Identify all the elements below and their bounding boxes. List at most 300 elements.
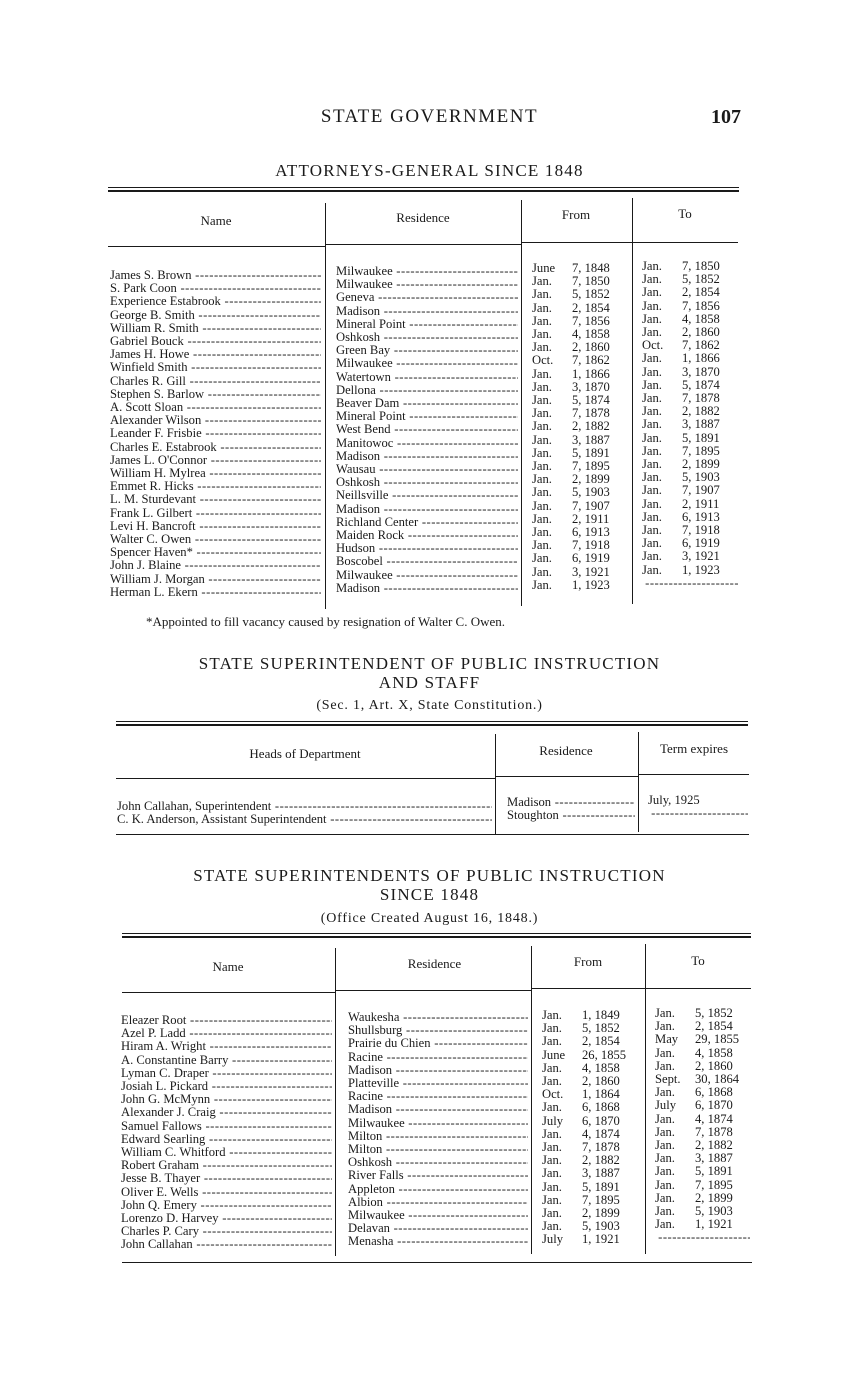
supt-to-day-year: 2, 1899 [695, 1190, 733, 1205]
supt-to-day-year: 30, 1864 [695, 1072, 740, 1087]
staff-term-column [648, 794, 748, 820]
attorney-to-day-year: 4, 1858 [682, 311, 720, 326]
attorney-name-text: Spencer Haven* [110, 546, 193, 560]
attorney-name [110, 507, 321, 520]
supt-name [121, 1238, 332, 1251]
supt-to [655, 1099, 750, 1112]
supt-from-month: Jan. [542, 1074, 562, 1089]
attorney-name-text: Stephen S. Barlow [110, 387, 205, 401]
attorney-residence [336, 516, 518, 529]
supt-name-text: Lyman C. Draper [121, 1066, 209, 1080]
supts-header-rule [532, 988, 751, 989]
staff-header-rule [496, 776, 639, 777]
attorney-to [642, 286, 738, 299]
attorney-name [110, 546, 321, 559]
supt-to-month: Jan. [655, 1138, 675, 1153]
attorneys-from-column [532, 262, 627, 592]
supt-to-day-year: 2, 1882 [695, 1138, 733, 1153]
supt-residence-text: River Falls [348, 1169, 404, 1183]
attorneys-divider [632, 198, 633, 604]
supt-residence [348, 1222, 528, 1235]
attorney-residence [336, 569, 518, 582]
supt-to-month: Sept. [655, 1072, 681, 1087]
attorney-residence-text: Green Bay [336, 344, 391, 358]
attorney-to-day-year: 3, 1921 [682, 549, 720, 564]
attorney-from-month: Jan. [532, 406, 552, 421]
supt-to-day-year: 5, 1891 [695, 1164, 733, 1179]
attorney-from-day-year: 2, 1854 [572, 300, 610, 315]
supt-to-month: Jan. [655, 1045, 675, 1060]
attorney-residence-text: Beaver Dam [336, 397, 400, 411]
attorney-name [110, 361, 321, 374]
attorney-from-month: June [532, 261, 556, 275]
attorney-to-day-year: 2, 1860 [682, 325, 720, 340]
attorney-to-month: Jan. [642, 272, 662, 287]
attorney-name-text: Alexander Wilson [110, 414, 202, 428]
supt-to [655, 1047, 750, 1060]
attorney-name [110, 427, 321, 440]
supt-name [121, 1133, 332, 1146]
attorney-name [110, 282, 321, 295]
attorney-from-day-year: 5, 1874 [572, 393, 610, 408]
supt-to-month: Jan. [655, 1190, 675, 1205]
attorney-to-day-year: 7, 1862 [682, 338, 720, 353]
attorney-from-month: Jan. [532, 432, 552, 447]
attorneys-footnote: *Appointed to fill vacancy caused by resignation of Walter C. Owen. [146, 614, 506, 629]
supt-name-text: Lorenzo D. Harvey [121, 1212, 219, 1226]
attorney-to [642, 352, 738, 365]
supt-name-text: William C. Whitford [121, 1146, 226, 1160]
supt-name-text: John G. McMynn [121, 1093, 211, 1107]
attorney-residence-text: Watertown [336, 370, 391, 384]
supt-name-text: John Q. Emery [121, 1198, 197, 1212]
supt-from-day-year: 1, 1849 [582, 1008, 620, 1022]
attorney-name-text: William J. Morgan [110, 572, 205, 586]
supt-residence-text: Menasha [348, 1235, 394, 1249]
supts-divider [645, 944, 646, 1254]
attorney-from [532, 579, 627, 592]
attorney-from-month: Jan. [532, 538, 552, 553]
attorney-name-text: William R. Smith [110, 321, 199, 335]
supt-to-month: Jan. [655, 1124, 675, 1139]
supt-residence-text: Madison [348, 1063, 393, 1077]
attorney-from-month: Jan. [532, 300, 552, 315]
attorney-to-day-year: 7, 1895 [682, 443, 720, 458]
attorneys-divider [325, 203, 326, 609]
supt-to-day-year: 4, 1874 [695, 1111, 733, 1126]
attorney-name-text: Walter C. Owen [110, 533, 192, 547]
attorney-residence-text: Boscobel [336, 555, 383, 569]
attorney-name-text: Experience Estabrook [110, 295, 221, 309]
supt-residence [348, 1064, 528, 1077]
supt-from-day-year: 3, 1887 [582, 1166, 620, 1181]
attorney-from [532, 302, 627, 315]
supt-from-day-year: 5, 1903 [582, 1219, 620, 1234]
attorney-name-text: Gabriel Bouck [110, 335, 184, 349]
attorney-from [532, 500, 627, 513]
staff-residence-column [507, 796, 635, 822]
attorneys-col-residence: Residence [396, 210, 450, 225]
attorney-from-month: Jan. [532, 472, 552, 487]
supt-to-day-year: 7, 1895 [695, 1177, 733, 1192]
staff-top-rule [116, 721, 748, 726]
attorney-to-day-year: 7, 1878 [682, 391, 720, 406]
attorney-from-day-year: 4, 1858 [572, 327, 610, 342]
attorney-from [532, 566, 627, 579]
attorney-from-day-year: 5, 1903 [572, 485, 610, 500]
attorney-to-day-year: 7, 1907 [682, 483, 720, 498]
attorneys-residence-column [336, 265, 518, 595]
supt-from-month: Jan. [542, 1166, 562, 1181]
supt-to-month: May [655, 1032, 679, 1047]
attorney-residence-text: Hudson [336, 542, 376, 556]
attorney-residence-text: Madison [336, 502, 381, 516]
attorney-from-month: Jan. [532, 485, 552, 500]
attorney-from [532, 368, 627, 381]
supt-from-day-year: 2, 1882 [582, 1153, 620, 1168]
supt-residence [348, 1090, 528, 1103]
attorney-residence-text: Madison [336, 304, 381, 318]
supt-residence-text: Madison [348, 1103, 393, 1117]
supts-subtitle: (Office Created August 16, 1848.) [320, 911, 539, 926]
supt-to [655, 1113, 750, 1126]
attorney-name-text: James H. Howe [110, 348, 190, 362]
attorney-name [110, 414, 321, 427]
page-number: 107 [711, 106, 741, 128]
supt-to-day-year: 2, 1860 [695, 1058, 733, 1073]
attorney-residence [336, 357, 518, 370]
attorney-from-day-year: 7, 1895 [572, 459, 610, 474]
attorney-residence [336, 291, 518, 304]
supt-to-day-year: 6, 1868 [695, 1085, 733, 1100]
supt-to [655, 1179, 750, 1192]
attorney-name [110, 309, 321, 322]
supt-residence [348, 1156, 528, 1169]
supt-to-empty [655, 1231, 750, 1244]
attorney-residence [336, 463, 518, 476]
supt-from-month: Jan. [542, 1206, 562, 1221]
supt-to-month: Jan. [655, 1111, 675, 1126]
supts-to-column [655, 1007, 750, 1245]
attorney-residence-text: Milwaukee [336, 278, 393, 292]
attorneys-name-column [110, 269, 321, 599]
attorney-from-month: Jan. [532, 366, 552, 381]
attorney-name [110, 454, 321, 467]
attorney-residence [336, 410, 518, 423]
attorney-from-month: Jan. [532, 498, 552, 513]
supt-residence [348, 1183, 528, 1196]
attorney-name [110, 322, 321, 335]
staff-col-term: Term expires [659, 741, 729, 756]
supt-from-month: Jan. [542, 1140, 562, 1155]
supt-from-day-year: 2, 1860 [582, 1074, 620, 1089]
attorney-from-month: Jan. [532, 393, 552, 408]
attorney-to [642, 366, 738, 379]
attorney-to-day-year: 7, 1918 [682, 523, 720, 538]
supt-name-text: Oliver E. Wells [121, 1185, 199, 1199]
attorney-residence-text: Milwaukee [336, 357, 393, 371]
attorney-from [532, 288, 627, 301]
supt-from-month: Jan. [542, 1219, 562, 1234]
staff-residence [507, 809, 635, 822]
staff-residence [507, 796, 635, 809]
supt-residence-text: Racine [348, 1050, 383, 1064]
supts-title-line2: SINCE 1848 [379, 885, 480, 904]
supt-to-day-year: 3, 1887 [695, 1151, 733, 1166]
staff-col-residence: Residence [539, 743, 593, 758]
supt-residence-text: Appleton [348, 1182, 395, 1196]
attorneys-col-from: From [561, 207, 591, 222]
staff-title-line1: STATE SUPERINTENDENT OF PUBLIC INSTRUCTION [198, 654, 661, 673]
attorney-from-month: Jan. [532, 287, 552, 302]
attorney-residence-text: Milwaukee [336, 568, 393, 582]
attorney-to-day-year: 6, 1919 [682, 536, 720, 551]
attorney-name [110, 520, 321, 533]
attorney-to-month: Jan. [642, 417, 662, 432]
supt-to-day-year: 7, 1878 [695, 1124, 733, 1139]
attorney-from-day-year: 7, 1918 [572, 538, 610, 553]
supt-residence-text: Milton [348, 1129, 383, 1143]
staff-divider [638, 732, 639, 832]
supt-to-day-year: 5, 1903 [695, 1204, 733, 1219]
attorney-residence [336, 384, 518, 397]
supt-name-text: Alexander J. Craig [121, 1106, 216, 1120]
supt-residence-text: Waukesha [348, 1011, 400, 1024]
supt-to-day-year: 1, 1921 [695, 1217, 733, 1232]
supt-name-text: Eleazer Root [121, 1014, 187, 1027]
attorney-from-day-year: 3, 1887 [572, 432, 610, 447]
attorney-from-day-year: 3, 1870 [572, 379, 610, 394]
supt-name [121, 1120, 332, 1133]
supts-bottom-rule [122, 1262, 752, 1263]
attorney-to-day-year: 5, 1874 [682, 377, 720, 392]
attorney-to-month: Jan. [642, 325, 662, 340]
supt-from-day-year: 6, 1868 [582, 1100, 620, 1115]
attorney-name [110, 493, 321, 506]
attorney-to-month: Jan. [642, 496, 662, 511]
attorney-name-text: Winfield Smith [110, 361, 188, 375]
attorney-from-month: Jan. [532, 327, 552, 342]
supt-residence [348, 1196, 528, 1209]
attorney-residence [336, 437, 518, 450]
supts-divider [335, 948, 336, 1256]
attorneys-header-rule [108, 246, 326, 247]
attorney-to-day-year: 3, 1887 [682, 417, 720, 432]
supt-to-day-year: 4, 1858 [695, 1045, 733, 1060]
supt-from-day-year: 2, 1899 [582, 1206, 620, 1221]
attorney-from-day-year: 7, 1878 [572, 406, 610, 421]
attorney-name-text: Leander F. Frisbie [110, 427, 202, 441]
supt-name-text: Robert Graham [121, 1159, 199, 1173]
attorney-residence [336, 476, 518, 489]
attorney-from-day-year: 6, 1919 [572, 551, 610, 566]
attorney-residence [336, 278, 518, 291]
attorney-residence [336, 503, 518, 516]
staff-bottom-rule [116, 834, 749, 835]
attorney-from-month: Jan. [532, 313, 552, 328]
attorney-from-day-year: 7, 1850 [572, 274, 610, 289]
staff-name [117, 813, 492, 826]
attorney-from-day-year: 3, 1921 [572, 564, 610, 579]
attorney-from-month: Jan. [532, 551, 552, 566]
attorney-from-day-year: 1, 1866 [572, 366, 610, 381]
supt-residence [348, 1103, 528, 1116]
supt-name-text: Samuel Fallows [121, 1119, 202, 1133]
supt-from-month: Jan. [542, 1192, 562, 1207]
attorney-name [110, 269, 321, 282]
supt-name-text: Edward Searling [121, 1132, 206, 1146]
supt-residence [348, 1130, 528, 1143]
attorney-residence [336, 582, 518, 595]
staff-header-rule [116, 778, 496, 779]
attorney-from-month: Jan. [532, 340, 552, 355]
staff-residence-text: Stoughton [507, 809, 559, 823]
attorney-name-text: Charles R. Gill [110, 374, 186, 388]
supt-from-day-year: 6, 1870 [582, 1113, 620, 1128]
supt-from-month: July [542, 1232, 563, 1247]
attorney-residence [336, 371, 518, 384]
attorney-residence-text: Manitowoc [336, 436, 394, 450]
attorney-residence [336, 450, 518, 463]
staff-term: July, 1925 [648, 793, 700, 807]
supt-to-month: Jan. [655, 1006, 675, 1020]
supt-from-month: Jan. [542, 1021, 562, 1036]
supt-to-day-year: 29, 1855 [695, 1032, 740, 1047]
supt-name [121, 1054, 332, 1067]
supt-from-day-year: 4, 1874 [582, 1126, 620, 1141]
attorney-residence-text: Mineral Point [336, 410, 406, 424]
attorney-from-month: Jan. [532, 379, 552, 394]
supt-name [121, 1199, 332, 1212]
attorney-residence [336, 542, 518, 555]
attorney-to [642, 564, 738, 577]
supts-from-column [542, 1009, 642, 1247]
supts-header-rule [336, 990, 532, 991]
supt-to-month: July [655, 1098, 676, 1113]
supt-from [542, 1035, 642, 1048]
staff-term-empty [648, 807, 748, 820]
supt-from-month: Jan. [542, 1126, 562, 1141]
supt-from [542, 1233, 642, 1246]
supt-from [542, 1181, 642, 1194]
supt-residence-text: Shullsburg [348, 1024, 403, 1038]
supt-name [121, 1067, 332, 1080]
supt-from [542, 1101, 642, 1114]
attorney-name [110, 388, 321, 401]
attorney-from-month: Jan. [532, 419, 552, 434]
attorney-to-month: Jan. [642, 351, 662, 366]
supt-to [655, 1218, 750, 1231]
staff-header-rule [639, 774, 749, 775]
supt-residence [348, 1117, 528, 1130]
attorney-to-day-year: 2, 1899 [682, 457, 720, 472]
attorney-residence [336, 265, 518, 278]
supt-from-day-year: 7, 1895 [582, 1192, 620, 1207]
supts-residence-column [348, 1011, 528, 1249]
attorney-to-day-year: 1, 1923 [682, 562, 720, 577]
attorney-to-day-year: 2, 1854 [682, 285, 720, 300]
attorney-from-day-year: 2, 1911 [572, 511, 610, 526]
attorney-to-month: Jan. [642, 259, 662, 273]
attorney-name-text: William H. Mylrea [110, 467, 206, 481]
supt-from [542, 1115, 642, 1128]
running-header [0, 106, 859, 132]
attorney-to-month: Jan. [642, 549, 662, 564]
supt-to-month: Jan. [655, 1217, 675, 1232]
attorney-to-month: Jan. [642, 430, 662, 445]
attorney-to-day-year: 5, 1891 [682, 430, 720, 445]
attorney-from [532, 434, 627, 447]
supt-name-text: Charles P. Cary [121, 1225, 200, 1239]
attorney-to-day-year: 7, 1850 [682, 259, 720, 273]
supt-to-month: Jan. [655, 1204, 675, 1219]
supt-name-text: John Callahan [121, 1238, 193, 1252]
attorney-from-month: Jan. [532, 445, 552, 460]
attorney-to-month: Jan. [642, 536, 662, 551]
supt-from-month: Jan. [542, 1060, 562, 1075]
attorney-name-text: John J. Blaine [110, 559, 182, 573]
attorney-residence-text: Geneva [336, 291, 375, 305]
supt-residence [348, 1051, 528, 1064]
attorney-residence [336, 331, 518, 344]
attorney-to-month: Jan. [642, 562, 662, 577]
attorney-to-month: Jan. [642, 364, 662, 379]
supt-residence-text: Prairie du Chien [348, 1037, 431, 1051]
supt-from-month: Oct. [542, 1087, 564, 1102]
attorney-name [110, 467, 321, 480]
supt-name [121, 1093, 332, 1106]
supt-name-text: Azel P. Ladd [121, 1027, 186, 1041]
supt-to-day-year: 2, 1854 [695, 1019, 733, 1034]
staff-col-heads: Heads of Department [249, 746, 361, 761]
attorney-from-day-year: 2, 1899 [572, 472, 610, 487]
attorney-from-day-year: 2, 1860 [572, 340, 610, 355]
attorney-name-text: James L. O'Connor [110, 453, 208, 467]
attorneys-to-column [642, 260, 738, 590]
attorney-from-month: Jan. [532, 459, 552, 474]
supt-name [121, 1027, 332, 1040]
running-title: STATE GOVERNMENT [320, 106, 539, 127]
attorney-from-month: Jan. [532, 525, 552, 540]
attorney-to [642, 418, 738, 431]
supt-to [655, 1165, 750, 1178]
supts-divider [531, 946, 532, 1254]
supt-to-month: Jan. [655, 1085, 675, 1100]
supt-residence [348, 1011, 528, 1024]
attorney-from-month: Jan. [532, 511, 552, 526]
attorney-name [110, 573, 321, 586]
supt-from-month: Jan. [542, 1179, 562, 1194]
attorney-to-month: Jan. [642, 457, 662, 472]
supt-residence [348, 1024, 528, 1037]
attorney-to-day-year: 5, 1852 [682, 272, 720, 287]
attorney-to-day-year: 7, 1856 [682, 298, 720, 313]
supt-residence-text: Racine [348, 1090, 383, 1104]
supt-residence-text: Delavan [348, 1222, 390, 1236]
attorney-to [642, 432, 738, 445]
supts-top-rule [122, 933, 751, 938]
supt-name [121, 1225, 332, 1238]
attorney-to-day-year: 5, 1903 [682, 470, 720, 485]
supt-name [121, 1186, 332, 1199]
supt-name [121, 1146, 332, 1159]
attorney-residence-text: Madison [336, 581, 381, 595]
attorney-to-month: Jan. [642, 377, 662, 392]
attorney-residence [336, 344, 518, 357]
supt-from-month: Jan. [542, 1100, 562, 1115]
supt-from [542, 1049, 642, 1062]
attorney-name [110, 533, 321, 546]
